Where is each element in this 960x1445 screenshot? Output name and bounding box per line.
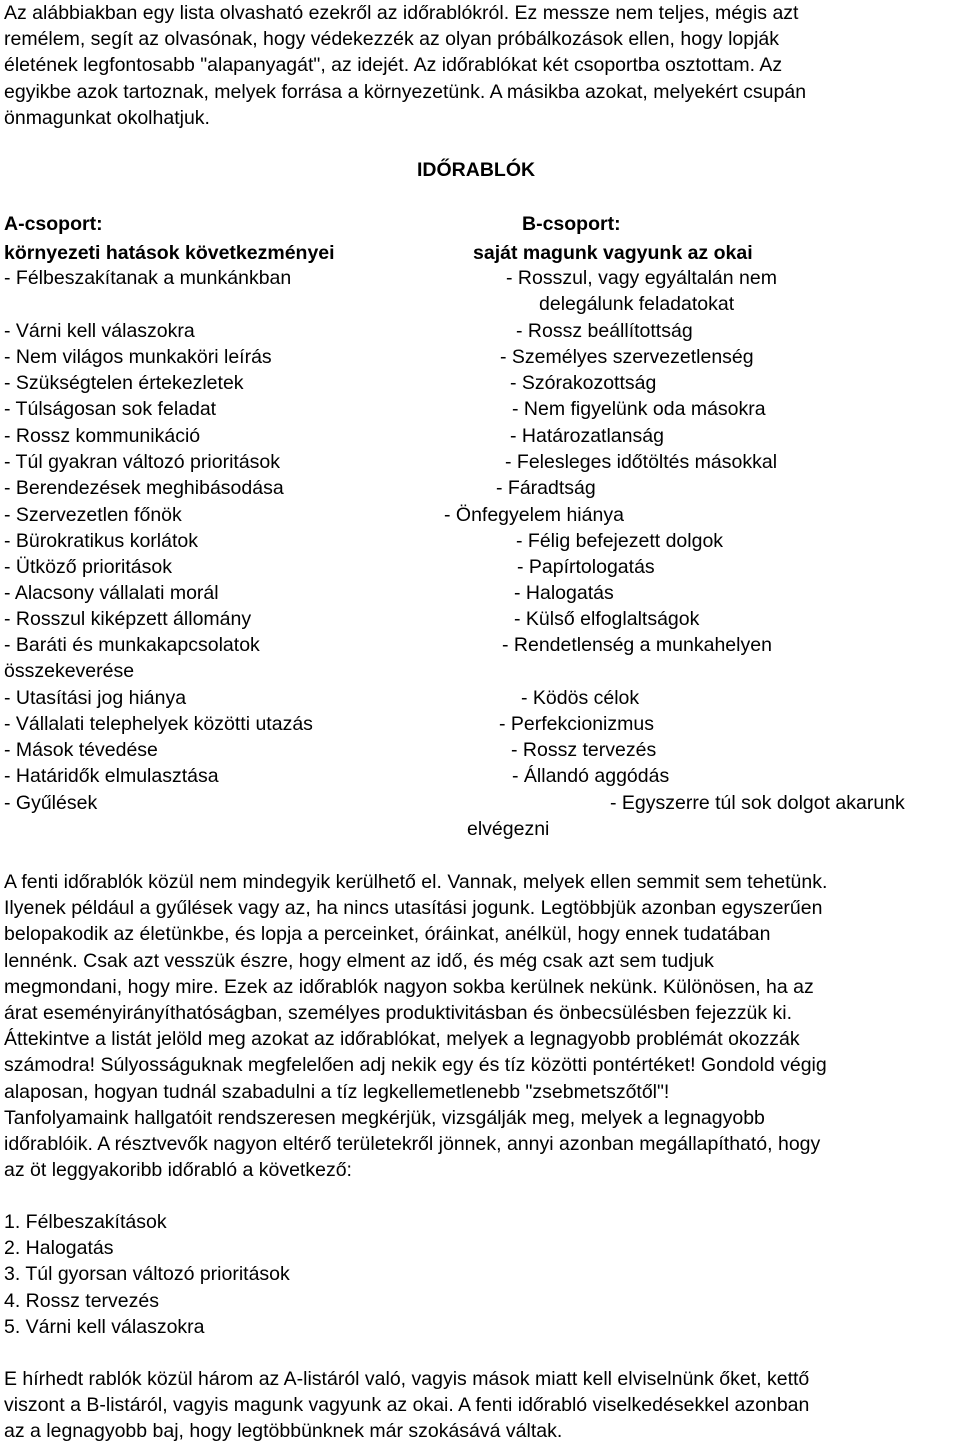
list-item: - Halogatás (514, 582, 614, 604)
group-b-heading: B-csoport: (522, 213, 621, 235)
ranked-item: 1. Félbeszakítások (4, 1211, 167, 1233)
body-paragraph (4, 869, 960, 1183)
list-item: - Mások tévedése (4, 739, 158, 761)
list-item: - Rosszul kiképzett állomány (4, 608, 252, 630)
list-item: - Külső elfoglaltságok (514, 608, 700, 630)
list-item: - Személyes szervezetlenség (500, 346, 754, 368)
list-item: - Állandó aggódás (512, 765, 670, 787)
list-item: - Rosszul, vagy egyáltalán nem (506, 267, 777, 289)
list-item: - Várni kell válaszokra (4, 320, 195, 342)
closing-paragraph (4, 1366, 960, 1445)
list-item: - Szükségtelen értekezletek (4, 372, 244, 394)
list-item: - Határidők elmulasztása (4, 765, 219, 787)
list-item: - Egyszerre túl sok dolgot akarunk (610, 792, 905, 814)
text-line: viszont a B-listáról, vagyis magunk vagyunk az okai. A fenti időrabló viselkedésekkel azonban (4, 1394, 810, 1417)
text-line: belopakodik az életünkbe, és lopja a perceinket, óráinkat, anélkül, hogy ennek tudatában (4, 923, 771, 946)
list-item: - Felesleges időtöltés másokkal (505, 451, 778, 473)
list-item: - Perfekcionizmus (499, 713, 654, 735)
ranked-item: 4. Rossz tervezés (4, 1289, 159, 1312)
list-item-continuation: delegálunk feladatokat (539, 293, 735, 315)
text-line: az a legnagyobb baj, hogy legtöbbünknek már szokásává váltak. (4, 1420, 563, 1443)
list-item: - Rossz beállítottság (516, 320, 693, 342)
text-line: árat eseményirányíthatóságban, személyes produktivitásban és önbecsülésben fejezzük ki. (4, 1002, 793, 1025)
list-item: - Fáradtság (496, 477, 596, 499)
list-item: - Baráti és munkakapcsolatok (4, 634, 260, 656)
list-item: - Rendetlenség a munkahelyen (502, 634, 772, 656)
list-item: - Rossz kommunikáció (4, 425, 201, 447)
section-title: IDŐRABLÓK (417, 159, 536, 181)
list-item: - Berendezések meghibásodása (4, 477, 284, 499)
group-a-subheading: környezeti hatások következményei (4, 242, 335, 264)
text-line: megmondani, hogy mire. Ezek az időrablók nagyon sokba kerülnek nekünk. Különösen, ha az (4, 975, 814, 998)
group-a-heading: A-csoport: (4, 213, 103, 235)
list-item: - Ütköző prioritások (4, 556, 172, 578)
text-line: Ilyenek például a gyűlések vagy az, ha nincs utasítási jogunk. Legtöbbjük azonban egyszerűen (4, 897, 823, 920)
text-line: E hírhedt rablók közül három az A-listáról való, vagyis mások miatt kell elviselnünk őket, kettő (4, 1368, 810, 1390)
text-line: önmagunkat okolhatjuk. (4, 106, 210, 129)
list-item: - Szervezetlen főnök (4, 504, 182, 526)
text-line: időrablóik. A résztvevők nagyon eltérő területekről jönnek, annyi azonban megállapítható, hogy (4, 1133, 821, 1156)
list-item: - Utasítási jog hiánya (4, 687, 187, 709)
list-item: - Alacsony vállalati morál (4, 582, 219, 604)
text-line: Áttekintve a listát jelöld meg azokat az időrablókat, melyek a legnagyobb problémát okozzák (4, 1028, 800, 1051)
list-item: - Határozatlanság (510, 425, 664, 447)
list-item: - Szórakozottság (510, 372, 657, 394)
intro-paragraph (4, 0, 960, 131)
text-line: életének legfontosabb "alapanyagát", az idejét. Az időrablókat két csoportba osztottam. Az (4, 54, 783, 77)
list-item: - Félig befejezett dolgok (516, 530, 724, 552)
list-item: - Nem világos munkaköri leírás (4, 346, 272, 368)
ranked-item: 2. Halogatás (4, 1237, 114, 1260)
text-line: Tanfolyamaink hallgatóit rendszeresen megkérjük, vizsgálják meg, melyek a legnagyobb (4, 1106, 765, 1129)
text-line: az öt leggyakoribb időrabló a következő: (4, 1159, 352, 1182)
list-item: - Túlságosan sok feladat (4, 398, 217, 420)
list-item: - Ködös célok (521, 687, 640, 709)
text-line: alaposan, hogyan tudnál szabadulni a tíz legkellemetlenebb "zsebmetszőtől"! (4, 1080, 670, 1103)
text-line: egyikbe azok tartoznak, melyek forrása a környezetünk. A másikba azokat, melyekért csupán (4, 80, 807, 103)
list-item: - Túl gyakran változó prioritások (4, 451, 281, 473)
text-line: lennénk. Csak azt vesszük észre, hogy elment az idő, és még csak azt sem tudjuk (4, 949, 714, 972)
text-line: A fenti időrablók közül nem mindegyik kerülhető el. Vannak, melyek ellen semmit sem tehetünk. (4, 871, 828, 893)
list-item: - Rossz tervezés (511, 739, 657, 761)
ranked-item: 5. Várni kell válaszokra (4, 1315, 205, 1338)
text-line: remélem, segít az olvasónak, hogy védekezzék az olyan próbálkozások ellen, hogy lopják (4, 28, 780, 51)
list-item: - Papírtologatás (517, 556, 655, 578)
text-line: Az alábbiakban egy lista olvasható ezekről az időrablókról. Ez messze nem teljes, mégis azt (4, 2, 799, 24)
list-item-continuation: elvégezni (467, 818, 550, 840)
list-item: - Önfegyelem hiánya (444, 504, 624, 526)
list-item: - Vállalati telephelyek közötti utazás (4, 713, 313, 735)
group-b-subheading: saját magunk vagyunk az okai (473, 242, 753, 264)
top-five-list (4, 1209, 960, 1340)
list-item: - Nem figyelünk oda másokra (512, 398, 766, 420)
list-item: - Gyűlések (4, 792, 98, 814)
list-item-continuation: összekeverése (4, 660, 135, 682)
ranked-item: 3. Túl gyorsan változó prioritások (4, 1263, 290, 1286)
list-item: - Bürokratikus korlátok (4, 530, 198, 552)
text-line: számodra! Súlyosságuknak megfelelően adj nekik egy és tíz közötti pontértéket! Gondold végig (4, 1054, 827, 1077)
list-item: - Félbeszakítanak a munkánkban (4, 267, 292, 289)
